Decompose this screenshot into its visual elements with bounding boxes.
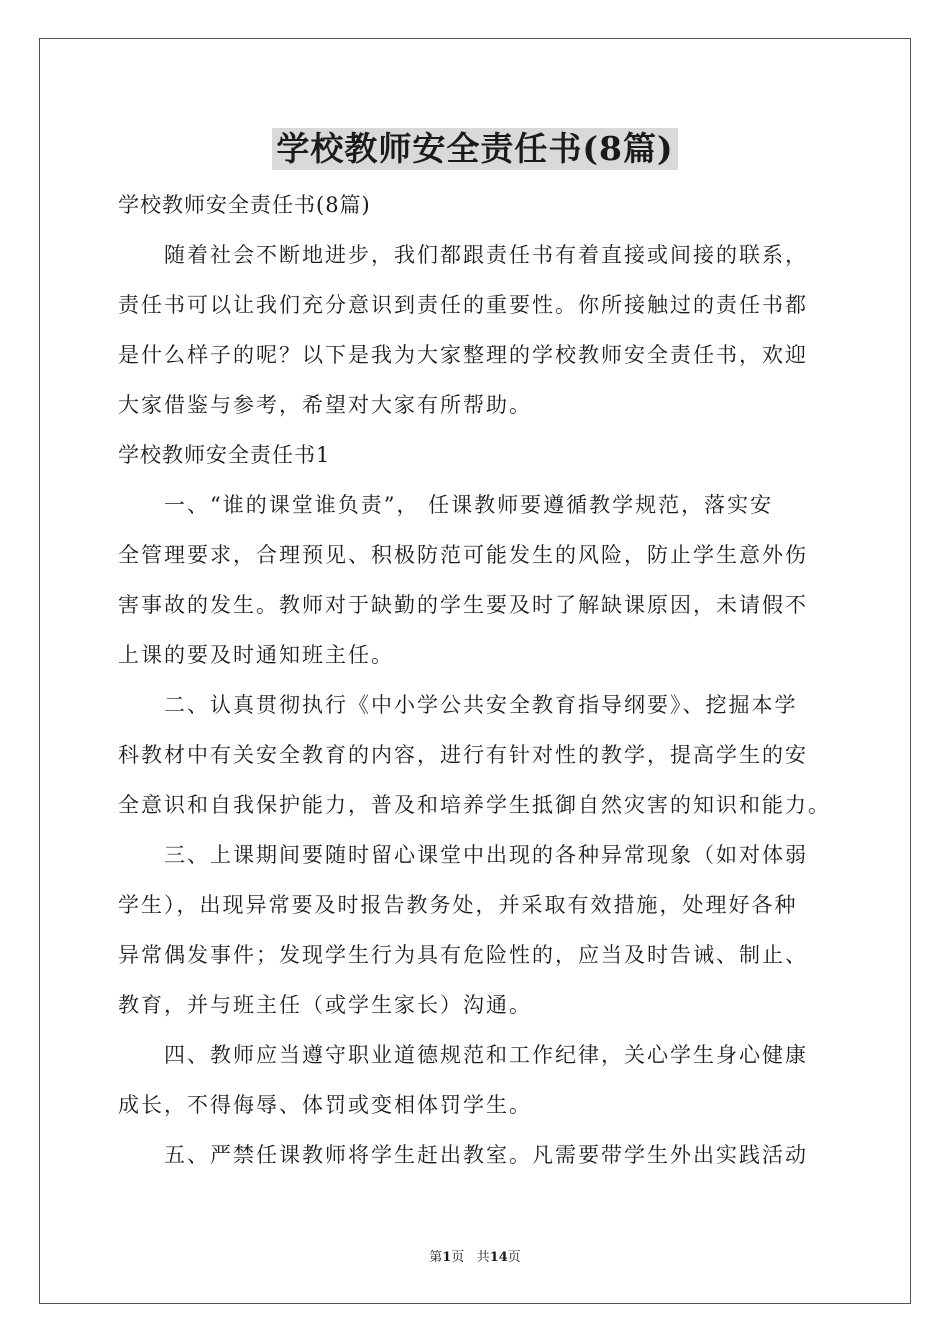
- paragraph-line: 害事故的发生。教师对于缺勤的学生要及时了解缺课原因，未请假不: [118, 593, 808, 617]
- paragraph-line: 上课的要及时通知班主任。: [118, 643, 394, 667]
- paragraph-line: 异常偶发事件；发现学生行为具有危险性的，应当及时告诫、制止、: [118, 943, 808, 967]
- document-body: [118, 180, 838, 1180]
- paragraph-line: 教育，并与班主任（或学生家长）沟通。: [118, 993, 532, 1017]
- document-subtitle: 学校教师安全责任书(8篇): [118, 193, 371, 217]
- paragraph-line: 三、上课期间要随时留心课堂中出现的各种异常现象（如对体弱: [164, 843, 808, 867]
- paragraph-line: 全管理要求，合理预见、积极防范可能发生的风险，防止学生意外伤: [118, 543, 808, 567]
- document-title: 学校教师安全责任书(8篇): [272, 128, 677, 170]
- total-prefix: 共: [476, 1250, 490, 1265]
- total-pages: 14: [489, 1250, 508, 1265]
- title-container: [0, 128, 950, 170]
- paragraph-line: 全意识和自我保护能力，普及和培养学生抵御自然灾害的知识和能力。: [118, 793, 831, 817]
- paragraph-line: 学生），出现异常要及时报告教务处，并采取有效措施，处理好各种: [118, 893, 798, 917]
- page-number: 1: [442, 1250, 452, 1265]
- paragraph-line: 成长，不得侮辱、体罚或变相体罚学生。: [118, 1093, 532, 1117]
- paragraph-line: 二、认真贯彻执行《中小学公共安全教育指导纲要》、挖掘本学: [164, 693, 798, 717]
- page-label-suffix: 页: [451, 1250, 465, 1265]
- paragraph-line: 一、“谁的课堂谁负责”， 任课教师要遵循教学规范，落实安: [164, 493, 774, 517]
- page-label-prefix: 第: [429, 1250, 443, 1265]
- paragraph-line: 五、严禁任课教师将学生赶出教室。凡需要带学生外出实践活动: [164, 1143, 808, 1167]
- total-suffix: 页: [507, 1250, 521, 1265]
- paragraph-line: 是什么样子的呢？以下是我为大家整理的学校教师安全责任书，欢迎: [118, 343, 808, 367]
- paragraph-line: 责任书可以让我们充分意识到责任的重要性。你所接触过的责任书都: [118, 293, 808, 317]
- paragraph-line: 随着社会不断地进步，我们都跟责任书有着直接或间接的联系，: [164, 243, 808, 267]
- page-footer: [0, 1246, 950, 1265]
- paragraph-line: 科教材中有关安全教育的内容，进行有针对性的教学，提高学生的安: [118, 743, 808, 767]
- section-heading: 学校教师安全责任书1: [118, 443, 331, 467]
- paragraph-line: 四、教师应当遵守职业道德规范和工作纪律，关心学生身心健康: [164, 1043, 808, 1067]
- paragraph-line: 大家借鉴与参考，希望对大家有所帮助。: [118, 393, 532, 417]
